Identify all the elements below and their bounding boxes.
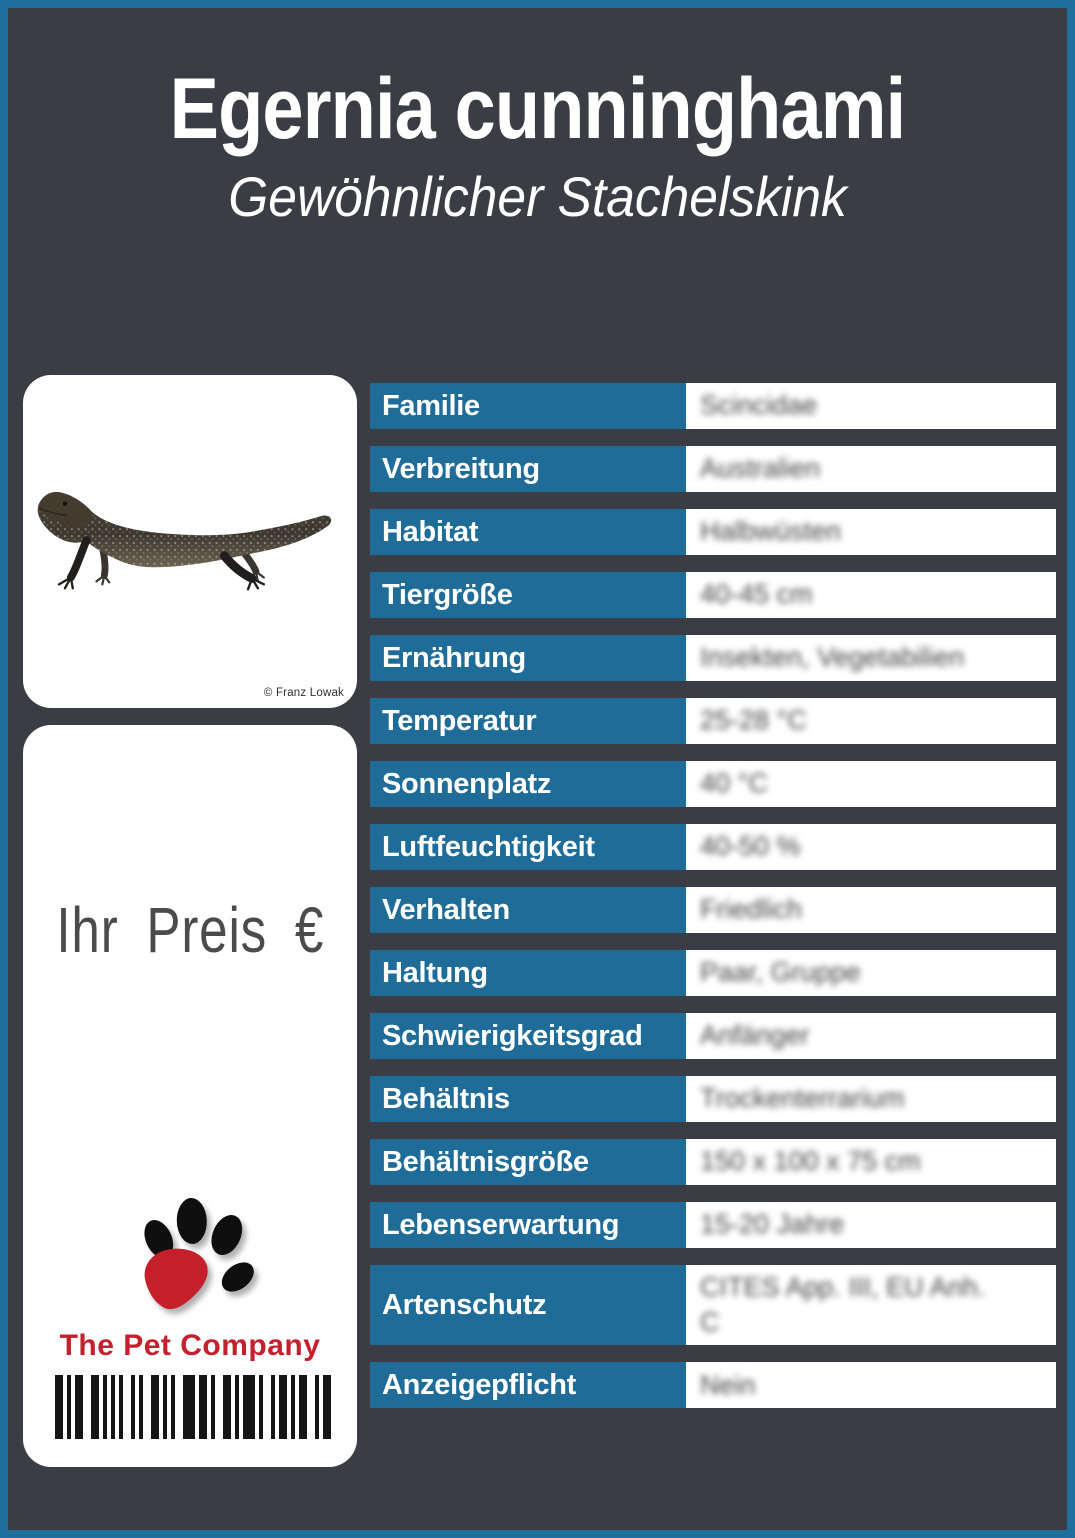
barcode-bar <box>163 1375 167 1439</box>
spec-row-value <box>686 1265 1056 1345</box>
barcode-bar <box>151 1375 159 1439</box>
spec-row-value-text: Paar, Gruppe <box>700 957 861 988</box>
spec-row-value <box>686 446 1056 492</box>
spec-row-value <box>686 572 1056 618</box>
spec-row-label: Schwierigkeitsgrad <box>370 1013 686 1059</box>
spec-row <box>370 761 1056 807</box>
spec-row-label: Behältnis <box>370 1076 686 1122</box>
spec-row-label: Familie <box>370 383 686 429</box>
spec-row-label: Verhalten <box>370 887 686 933</box>
spec-row-value-text: Halbwüsten <box>700 516 842 547</box>
spec-row <box>370 509 1056 555</box>
header <box>8 8 1067 229</box>
spec-row-value <box>686 1362 1056 1408</box>
spec-row-value-text: Nein <box>700 1369 756 1400</box>
barcode-bar <box>211 1375 215 1439</box>
spec-row-value-text: Anfänger <box>700 1020 810 1051</box>
spec-row <box>370 446 1056 492</box>
spec-row <box>370 1013 1056 1059</box>
spec-row-value-text: Scincidae <box>700 390 818 421</box>
barcode-bar <box>259 1375 263 1439</box>
barcode-bar <box>291 1375 295 1439</box>
spec-row-value <box>686 1076 1056 1122</box>
spec-row-label: Luftfeuchtigkeit <box>370 824 686 870</box>
barcode-bar <box>67 1375 71 1439</box>
spec-row-value <box>686 698 1056 744</box>
spec-row-label: Lebenserwartung <box>370 1202 686 1248</box>
barcode-bar <box>243 1375 255 1439</box>
spec-row-value <box>686 383 1056 429</box>
spec-table <box>370 383 1056 1408</box>
spec-row-label: Ernährung <box>370 635 686 681</box>
spec-row-value <box>686 1013 1056 1059</box>
spec-row <box>370 824 1056 870</box>
barcode-bar <box>119 1375 123 1439</box>
barcode-bar <box>315 1375 319 1439</box>
spec-row-value <box>686 635 1056 681</box>
barcode-bar <box>91 1375 99 1439</box>
spec-row-value <box>686 824 1056 870</box>
lizard-photo <box>35 479 341 607</box>
barcode-bar <box>183 1375 195 1439</box>
barcode-bar <box>103 1375 107 1439</box>
barcode-bar <box>139 1375 143 1439</box>
spec-row-value <box>686 950 1056 996</box>
spec-row-label: Verbreitung <box>370 446 686 492</box>
spec-row <box>370 635 1056 681</box>
photo-credit: © Franz Lowak <box>263 687 344 699</box>
spec-row-value-text: 40-50 % <box>700 831 801 862</box>
spec-row-value-text: 40-45 cm <box>700 579 813 610</box>
spec-row <box>370 1076 1056 1122</box>
spec-row-value-text: Trockenterrarium <box>700 1083 905 1114</box>
spec-row <box>370 572 1056 618</box>
spec-row-value <box>686 1139 1056 1185</box>
spec-row <box>370 1139 1056 1185</box>
price-card <box>23 725 357 1467</box>
barcode-bar <box>299 1375 307 1439</box>
spec-row-label: Temperatur <box>370 698 686 744</box>
barcode-bar <box>223 1375 231 1439</box>
barcode-bar <box>235 1375 239 1439</box>
species-common-name: Gewöhnlicher Stachelskink <box>228 165 847 229</box>
barcode-bar <box>323 1375 331 1439</box>
spec-row-label: Behältnisgröße <box>370 1139 686 1185</box>
barcode-bar <box>171 1375 175 1439</box>
spec-row-label: Sonnenplatz <box>370 761 686 807</box>
spec-row-value <box>686 1202 1056 1248</box>
spec-row <box>370 383 1056 429</box>
spec-row-label: Haltung <box>370 950 686 996</box>
spec-row-label: Tiergröße <box>370 572 686 618</box>
spec-row-value <box>686 887 1056 933</box>
spec-row-value-text: Australien <box>700 453 821 484</box>
spec-row-value-text: 40 °C <box>700 768 768 799</box>
barcode-bar <box>111 1375 115 1439</box>
spec-row-label: Habitat <box>370 509 686 555</box>
barcode <box>55 1375 331 1439</box>
brand-name: The Pet Company <box>59 1329 321 1362</box>
barcode-bar <box>279 1375 287 1439</box>
barcode-bar <box>271 1375 275 1439</box>
spec-row-value-text: CITES App. III, EU Anh. C <box>700 1272 986 1338</box>
spec-row-value-text: Friedlich <box>700 894 803 925</box>
spec-row <box>370 1202 1056 1248</box>
spec-row-label: Anzeigepflicht <box>370 1362 686 1408</box>
barcode-bar <box>199 1375 207 1439</box>
barcode-bar <box>131 1375 135 1439</box>
spec-row-value-text: 15-20 Jahre <box>700 1209 845 1240</box>
spec-row-value-text: 25-28 °C <box>700 705 807 736</box>
photo-card <box>23 375 357 708</box>
barcode-bar <box>75 1375 83 1439</box>
spec-row-value-text: 150 x 100 x 75 cm <box>700 1146 921 1177</box>
species-latin-name: Egernia cunninghami <box>169 61 906 157</box>
price-label: Ihr Preis € <box>56 894 325 966</box>
paw-logo-icon <box>135 1193 255 1323</box>
spec-row-value-text: Insekten, Vegetabilien <box>700 642 965 673</box>
spec-row <box>370 887 1056 933</box>
spec-row-label: Artenschutz <box>370 1265 686 1345</box>
spec-row <box>370 950 1056 996</box>
barcode-bar <box>55 1375 63 1439</box>
spec-row <box>370 1265 1056 1345</box>
spec-row-value <box>686 761 1056 807</box>
spec-row <box>370 698 1056 744</box>
spec-row <box>370 1362 1056 1408</box>
spec-row-value <box>686 509 1056 555</box>
